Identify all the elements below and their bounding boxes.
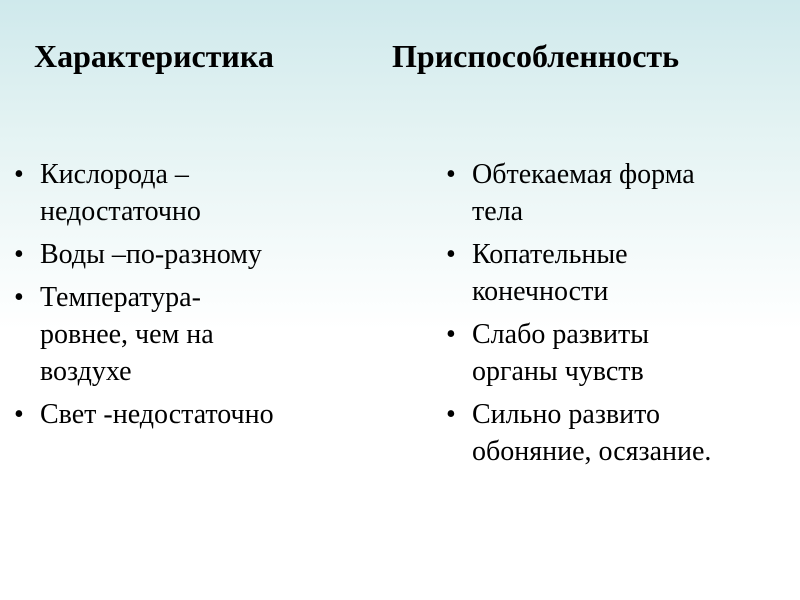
bullet-icon: • xyxy=(14,159,24,190)
list-item xyxy=(14,236,364,273)
list-item xyxy=(446,316,786,390)
list-item xyxy=(14,156,364,230)
list-item xyxy=(14,396,364,433)
bullet-icon: • xyxy=(446,159,456,190)
item-line: органы чувств xyxy=(472,356,644,387)
bullet-icon: • xyxy=(446,239,456,270)
column-header-characteristic: Характеристика xyxy=(34,38,274,74)
bullet-icon: • xyxy=(14,239,24,270)
list-item xyxy=(446,156,786,230)
item-line: недостаточно xyxy=(40,196,201,227)
item-line: Слабо развиты xyxy=(472,319,650,350)
item-line: Обтекаемая форма xyxy=(472,159,695,190)
bullet-icon: • xyxy=(446,319,456,350)
item-line: ровнее, чем на xyxy=(40,319,214,350)
list-item xyxy=(446,396,786,470)
item-line: Температура- xyxy=(40,282,201,313)
item-line: Сильно развито xyxy=(472,399,660,430)
bullet-icon: • xyxy=(14,282,24,313)
item-line: Кислорода – xyxy=(40,159,189,190)
item-line: конечности xyxy=(472,276,609,307)
item-line: воздухе xyxy=(40,356,132,387)
item-line: тела xyxy=(472,196,524,227)
item-line: Свет -недостаточно xyxy=(40,399,274,430)
item-line: Воды –по-разному xyxy=(40,239,262,270)
characteristics-list xyxy=(14,156,364,439)
item-line: Копательные xyxy=(472,239,628,270)
list-item xyxy=(446,236,786,310)
bullet-icon: • xyxy=(14,399,24,430)
list-item xyxy=(14,279,364,390)
item-line: обоняние, осязание. xyxy=(472,436,712,467)
column-header-adaptation: Приспособленность xyxy=(392,38,680,74)
bullet-icon: • xyxy=(446,399,456,430)
adaptations-list xyxy=(446,156,786,476)
